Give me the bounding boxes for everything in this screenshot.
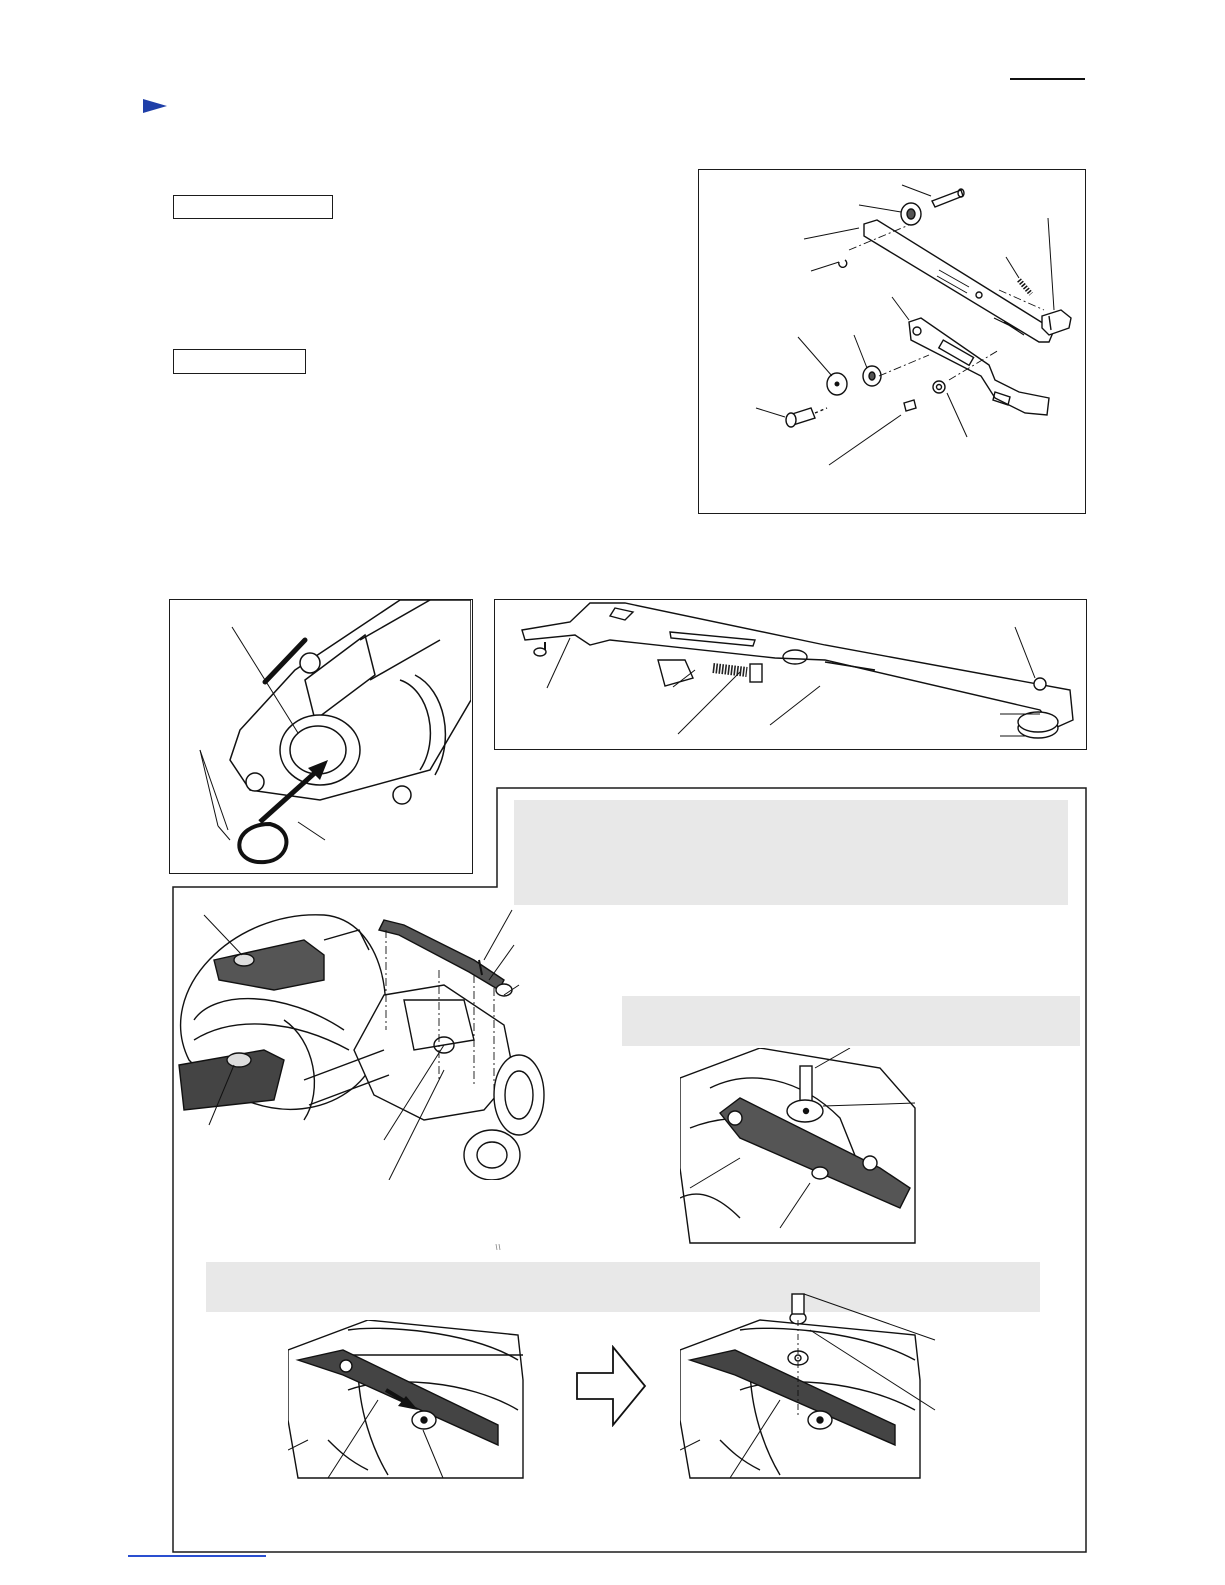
note-strip-2: [622, 996, 1080, 1046]
footer-link-underline[interactable]: [128, 1555, 266, 1557]
step-after-drawing: [680, 1290, 940, 1480]
small-mark: [495, 1244, 501, 1250]
washer-step-drawing: [680, 1048, 920, 1248]
step-before-figure: [288, 1320, 528, 1480]
installation-drawing: [174, 900, 594, 1180]
step-after-figure: [680, 1290, 940, 1480]
washer-step-figure: [680, 1048, 920, 1248]
step-before-drawing: [288, 1320, 528, 1480]
note-strip-1: [514, 800, 1068, 905]
installation-figure: [174, 900, 594, 1180]
next-step-arrow-icon: [575, 1345, 647, 1427]
